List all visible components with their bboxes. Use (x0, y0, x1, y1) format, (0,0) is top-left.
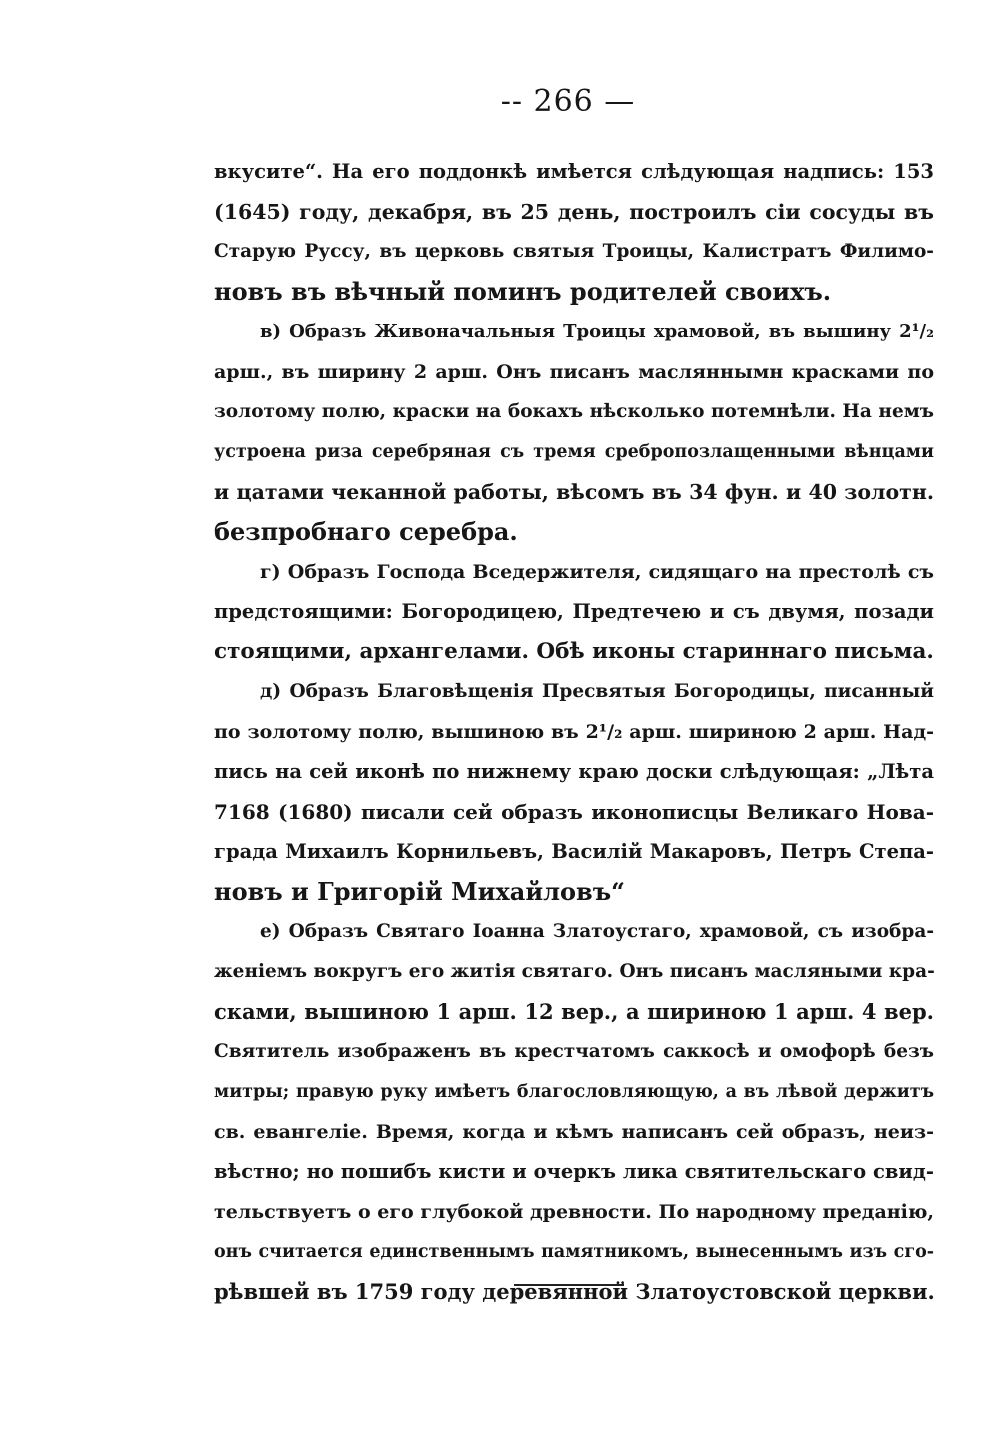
text-line: вѣстно; но пошибъ кисти и очеркъ лика святительскаго свид- (214, 1160, 934, 1183)
text-line: митры; правую руку имѣетъ благословляющую, а въ лѣвой держитъ (214, 1082, 934, 1102)
text-line: св. евангеліе. Время, когда и кѣмъ написанъ сей образъ, неиз- (214, 1121, 934, 1143)
text-line: по золотому полю, вышиною въ 2¹/₂ арш. шириною 2 арш. Над- (214, 721, 934, 743)
text-line: стоящими, архангелами. Обѣ иконы стариннаго письма. (214, 639, 934, 664)
text-line: Старую Руссу, въ церковь святыя Троицы, Калистратъ Филимо- (214, 241, 934, 262)
text-line: предстоящими: Богородицею, Предтечею и съ двумя, позади (214, 600, 934, 623)
page-number: -- 266 — (500, 84, 636, 119)
text-line: арш., въ ширину 2 арш. Онъ писанъ масляннымн красками по (214, 361, 934, 383)
text-line: новъ въ вѣчный поминъ родителей своихъ. (214, 277, 832, 306)
text-line: устроена риза серебряная съ тремя сребропозлащенными вѣнцами (214, 442, 934, 462)
text-line: онъ считается единственнымъ памятникомъ, вынесеннымъ изъ сго- (214, 1242, 934, 1262)
text-line: тельствуетъ о его глубокой древности. По народному преданію, (214, 1201, 934, 1223)
text-line: вкусите“. На его поддонкѣ имѣется слѣдующая надпись: 153 (214, 160, 934, 183)
section-end-rule (514, 1284, 624, 1286)
text-line: (1645) году, декабря, въ 25 день, построилъ сіи сосуды въ (214, 200, 934, 224)
text-line: женіемъ вокругъ его житія святаго. Онъ писанъ масляными кра- (214, 961, 935, 982)
text-line: золотому полю, краски на бокахъ нѣсколько потемнѣли. На немъ (214, 401, 934, 422)
text-line: града Михаилъ Корнильевъ, Василій Макаровъ, Петръ Степа- (214, 840, 934, 863)
text-line: безпробнаго серебра. (214, 517, 518, 546)
text-line: пись на сей иконѣ по нижнему краю доски слѣдующая: „Лѣта (214, 760, 934, 783)
text-line: сками, вышиною 1 арш. 12 вер., а шириною 1 арш. 4 вер. (214, 999, 934, 1024)
text-line: д) Образъ Благовѣщенія Пресвятыя Богородицы, писанный (260, 681, 934, 702)
text-line: рѣвшей въ 1759 году деревянной Златоустовской церкви. (214, 1279, 935, 1304)
text-line: в) Образъ Живоначальныя Троицы храмовой, въ вышину 2¹/₂ (260, 321, 934, 342)
text-line: г) Образъ Господа Вседержителя, сидящаго на престолѣ съ (260, 561, 934, 583)
text-line: Святитель изображенъ въ крестчатомъ саккосѣ и омофорѣ безъ (214, 1041, 934, 1062)
text-line: 7168 (1680) писали сей образъ иконописцы Великаго Нова- (214, 800, 934, 824)
text-line: и цатами чеканной работы, вѣсомъ въ 34 фун. и 40 золотн. (214, 480, 934, 504)
text-line: е) Образъ Святаго Іоанна Златоустаго, храмовой, съ изобра- (260, 921, 934, 942)
text-line: новъ и Григорій Михайловъ“ (214, 877, 625, 906)
